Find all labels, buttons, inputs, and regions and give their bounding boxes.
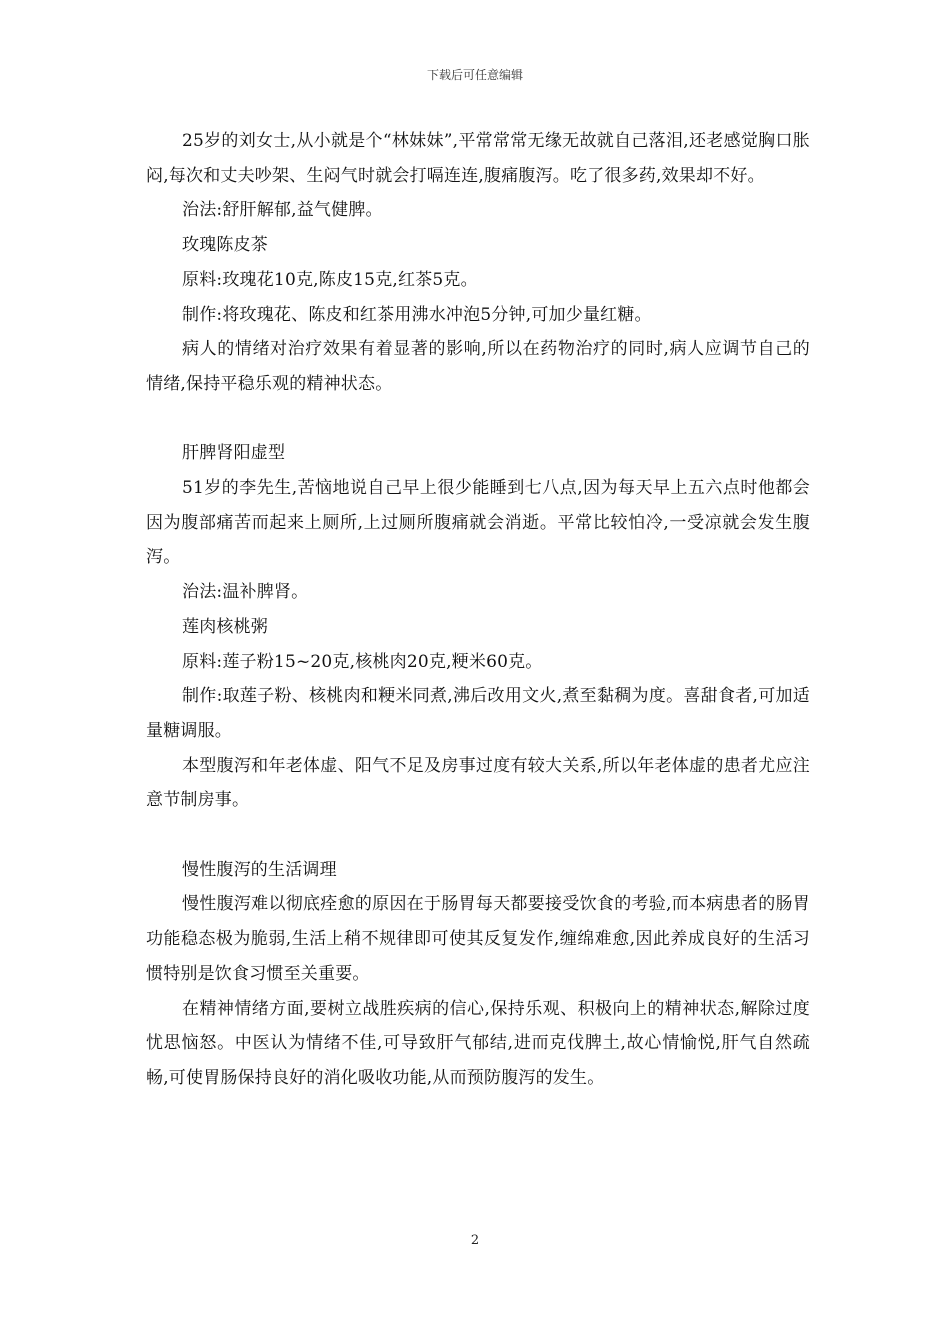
- section-lifestyle: [146, 853, 810, 1096]
- advice-paragraph: 本型腹泻和年老体虚、阳气不足及房事过度有较大关系,所以年老体虚的患者尤应注意节制房事。: [146, 755, 810, 811]
- body-paragraph: 在精神情绪方面,要树立战胜疾病的信心,保持乐观、积极向上的精神状态,解除过度忧思恼怒。中医认为情绪不佳,可导致肝气郁结,进而克伐脾土,故心情愉悦,肝气自然疏畅,可使胃肠保持良好的消化吸收功能,从而预防腹泻的发生。: [146, 998, 810, 1088]
- treatment-method: 治法:温补脾肾。: [182, 582, 309, 603]
- recipe-ingredients: 原料:莲子粉15~20克,核桃肉20克,粳米60克。: [182, 651, 543, 672]
- section-heading: 慢性腹泻的生活调理: [182, 859, 337, 880]
- page-number: 2: [470, 1233, 480, 1248]
- recipe-title: 玫瑰陈皮茶: [182, 235, 268, 256]
- case-paragraph: 25岁的刘女士,从小就是个“林妹妹”,平常常常无缘无故就自己落泪,还老感觉胸口胀闷,每次和丈夫吵架、生闷气时就会打嗝连连,腹痛腹泻。吃了很多药,效果却不好。: [146, 131, 810, 186]
- recipe-preparation: 制作:将玫瑰花、陈皮和红茶用沸水冲泡5分钟,可加少量红糖。: [182, 304, 652, 325]
- document-body: [146, 124, 810, 1096]
- treatment-method: 治法:舒肝解郁,益气健脾。: [182, 200, 383, 221]
- recipe-title: 莲肉核桃粥: [182, 616, 268, 637]
- case-paragraph: 51岁的李先生,苦恼地说自己早上很少能睡到七八点,因为每天早上五六点时他都会因为腹部痛苦而起来上厕所,上过厕所腹痛就会消逝。平常比较怕冷,一受凉就会发生腹泻。: [146, 478, 810, 568]
- recipe-ingredients: 原料:玫瑰花10克,陈皮15克,红茶5克。: [182, 269, 478, 290]
- advice-paragraph: 病人的情绪对治疗效果有着显著的影响,所以在药物治疗的同时,病人应调节自己的情绪,保持平稳乐观的精神状态。: [146, 339, 810, 394]
- section-spacer: [146, 402, 810, 437]
- section-spleen-kidney-yang: [146, 436, 810, 818]
- recipe-preparation: 制作:取莲子粉、核桃肉和粳米同煮,沸后改用文火,煮至黏稠为度。喜甜食者,可加适量糖调服。: [146, 686, 810, 741]
- section-liver-qi: [146, 124, 810, 402]
- body-paragraph: 慢性腹泻难以彻底痊愈的原因在于肠胃每天都要接受饮食的考验,而本病患者的肠胃功能稳态极为脆弱,生活上稍不规律即可使其反复发作,缠绵难愈,因此养成良好的生活习惯特别是饮食习惯至关重要。: [146, 894, 810, 984]
- page-header: 下载后可任意编辑: [426, 68, 523, 82]
- section-spacer: [146, 818, 810, 853]
- section-heading: 肝脾肾阳虚型: [182, 443, 286, 464]
